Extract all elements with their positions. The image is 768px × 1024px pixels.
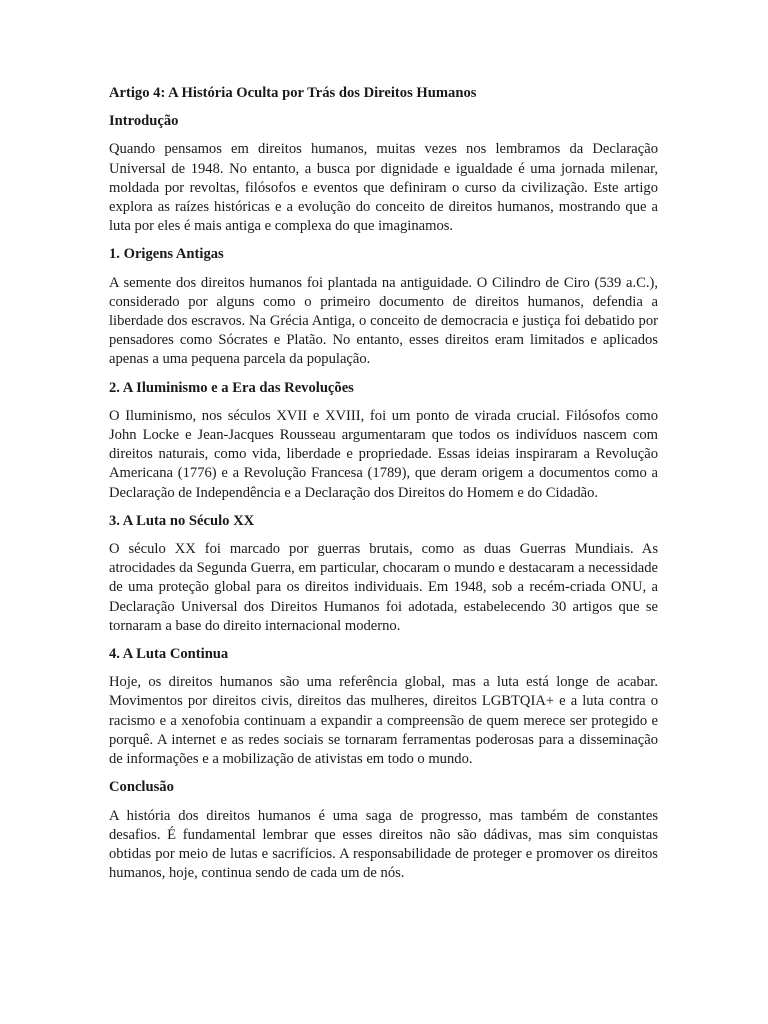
section-paragraph-conclusao: A história dos direitos humanos é uma saga de progresso, mas também de constantes desafios. É fundamental lembrar que esses direitos não são dádivas, mas sim conquistas obtidas por meio de lutas e sacrifícios. A responsabilidade de proteger e promover os direitos humanos, hoje, continua sendo de cada um de nós.	[109, 807, 658, 882]
section-heading-introducao: Introdução	[109, 113, 179, 130]
section-paragraph-luta-continua: Hoje, os direitos humanos são uma referência global, mas a luta está longe de acabar. Movimentos por direitos civis, direitos das mulheres, direitos LGBTQIA+ e a luta contra o racismo e a xenofobia continuam a expandir a compreensão de quem merece ser protegido e porquê. A internet e as redes sociais se tornaram ferramentas poderosas para a disseminação de informações e a mobilização de ativistas em todo o mundo.	[109, 674, 658, 768]
section-paragraph-origens-antigas: A semente dos direitos humanos foi plantada na antiguidade. O Cilindro de Ciro (539 a.C.), considerado por alguns como o primeiro documento de direitos humanos, defendia a liberdade dos escravos. Na Grécia Antiga, o conceito de democracia e justiça foi debatido por pensadores como Sócrates e Platão. No entanto, esses direitos eram limitados e aplicados apenas a uma pequena parcela da população.	[109, 274, 658, 368]
section-paragraph-iluminismo: O Iluminismo, nos séculos XVII e XVIII, foi um ponto de virada crucial. Filósofos como John Locke e Jean-Jacques Rousseau argumentaram que todos os indivíduos nascem com direitos naturais, como vida, liberdade e propriedade. Essas ideias inspiraram a Revolução Americana (1776) e a Revolução Francesa (1789), que deram origem a documentos como a Declaração de Independência e a Declaração dos Direitos do Homem e do Cidadão.	[109, 407, 658, 501]
section-heading-origens-antigas: 1. Origens Antigas	[109, 246, 224, 263]
section-heading-seculo-xx: 3. A Luta no Século XX	[109, 512, 255, 529]
document-page	[109, 84, 658, 892]
article-title: Artigo 4: A História Oculta por Trás dos Direitos Humanos	[109, 85, 477, 101]
section-heading-iluminismo: 2. A Iluminismo e a Era das Revoluções	[109, 379, 354, 396]
section-paragraph-seculo-xx: O século XX foi marcado por guerras brutais, como as duas Guerras Mundiais. As atrocidades da Segunda Guerra, em particular, chocaram o mundo e destacaram a necessidade de uma proteção global para os direitos individuais. Em 1948, sob a recém-criada ONU, a Declaração Universal dos Direitos Humanos foi adotada, estabelecendo 30 artigos que se tornaram a base do direito internacional moderno.	[109, 541, 658, 634]
section-heading-luta-continua: 4. A Luta Continua	[109, 646, 229, 663]
section-heading-conclusao: Conclusão	[109, 779, 174, 796]
section-paragraph-introducao: Quando pensamos em direitos humanos, muitas vezes nos lembramos da Declaração Universal de 1948. No entanto, a busca por dignidade e igualdade é uma jornada milenar, moldada por revoltas, filósofos e eventos que definiram o curso da civilização. Este artigo explora as raízes históricas e a evolução do conceito de direitos humanos, mostrando que a luta por eles é mais antiga e complexa do que imaginamos.	[109, 141, 658, 235]
